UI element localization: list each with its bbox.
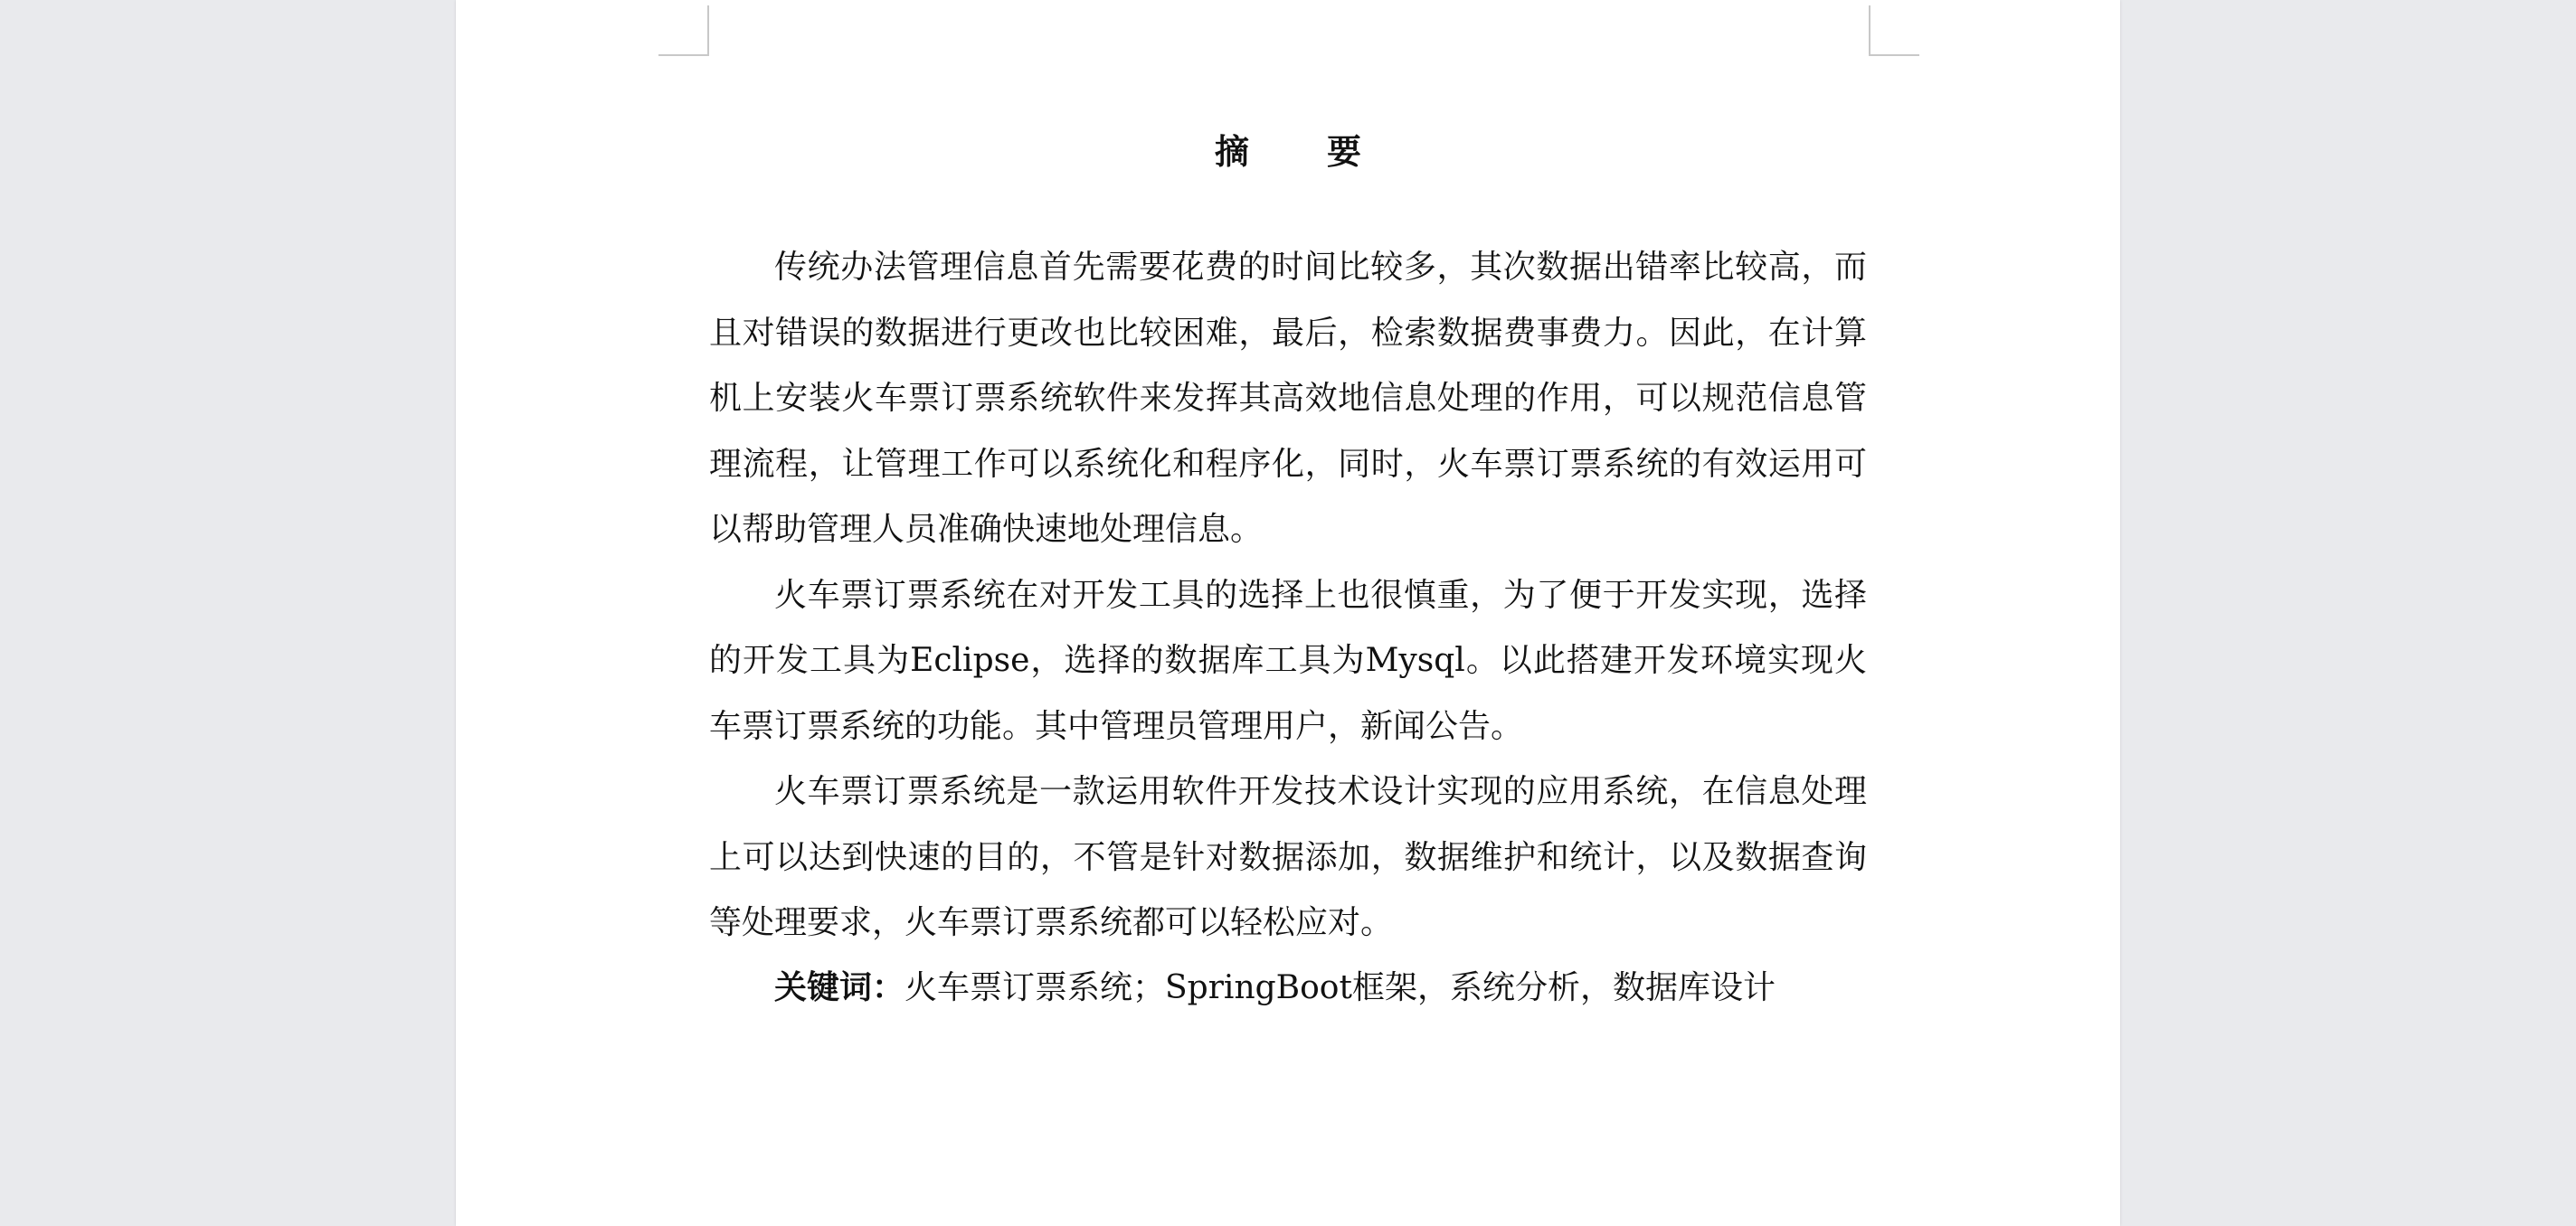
abstract-paragraph-1: 传统办法管理信息首先需要花费的时间比较多，其次数据出错率比较高，而且对错误的数据进行更改也比较困难，最后，检索数据费事费力。因此，在计算机上安装火车票订票系统软件来发挥其高效地信息处理的作用，可以规范信息管理流程，让管理工作可以系统化和程序化，同时，火车票订票系统的有效运用可以帮助管理人员准确快速地处理信息。 xyxy=(709,249,1867,548)
margin-corner-mark-right xyxy=(1869,5,1919,56)
abstract-title: 摘 要 xyxy=(1214,131,1383,172)
abstract-paragraph-3: 火车票订票系统是一款运用软件开发技术设计实现的应用系统，在信息处理上可以达到快速的目的，不管是针对数据添加，数据维护和统计，以及数据查询等处理要求，火车票订票系统都可以轻松应对。 xyxy=(709,773,1867,941)
abstract-paragraph-2: 火车票订票系统在对开发工具的选择上也很慎重，为了便于开发实现，选择的开发工具为Eclipse，选择的数据库工具为Mysql。以此搭建开发环境实现火车票订票系统的功能。其中管理员管理用户，新闻公告。 xyxy=(709,576,1867,745)
margin-corner-mark-left xyxy=(658,5,709,56)
page-content xyxy=(709,123,1867,1015)
keywords-text: 火车票订票系统；SpringBoot框架，系统分析，数据库设计 xyxy=(904,968,1776,1006)
document-page xyxy=(456,0,2120,1226)
keywords-line xyxy=(709,960,1867,1015)
keywords-label: 关键词： xyxy=(774,967,905,1006)
